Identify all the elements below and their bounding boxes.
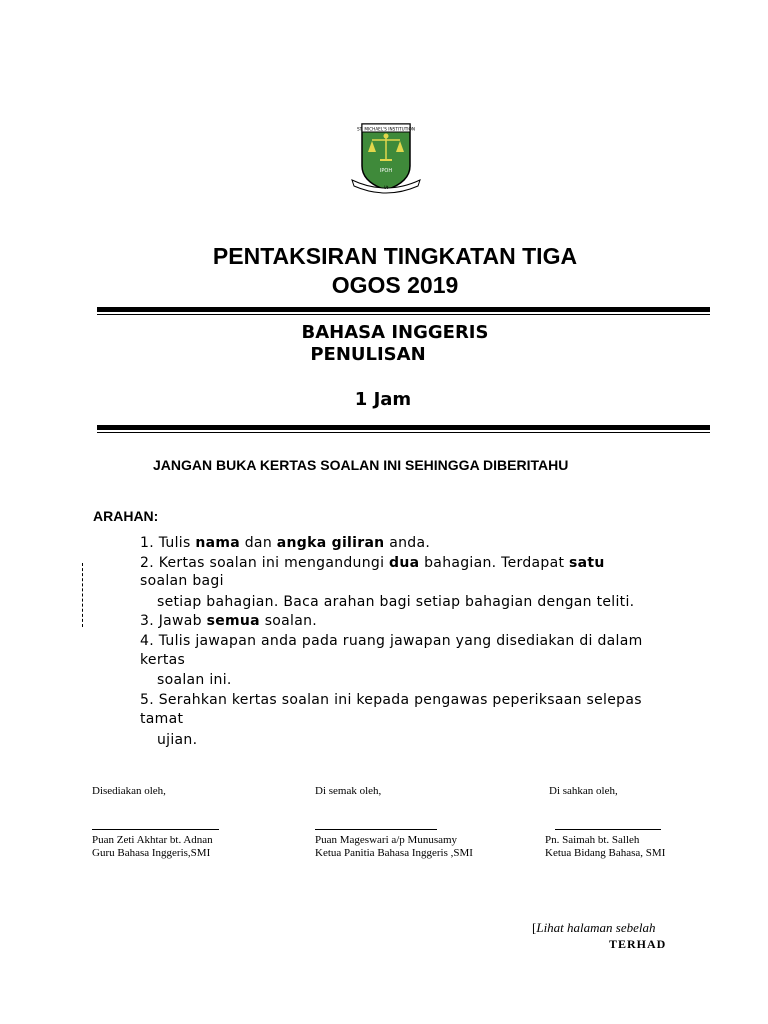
signature-line-prepared — [92, 829, 219, 830]
page-title: PENTAKSIRAN TINGKATAN TIGA — [212, 243, 578, 269]
checked-by-label: Di semak oleh, — [315, 785, 382, 797]
instruction-5: 5. Serahkan kertas soalan ini kepada pengawas peperiksaan selepas — [140, 692, 642, 708]
signature-line-approved — [555, 829, 661, 830]
instruction-5-continued: ujian. — [157, 732, 198, 748]
crest-city: IPOH — [379, 168, 393, 174]
checked-by-name: Puan Mageswari a/p Munusamy — [315, 834, 458, 846]
divider-bottom-thin — [97, 432, 710, 433]
divider-top-thick — [97, 307, 710, 312]
subject-name: BAHASA INGGERIS — [301, 322, 489, 343]
prepared-by-title: Guru Bahasa Inggeris,SMI — [92, 847, 211, 859]
instruction-5-wrap: tamat — [140, 711, 184, 727]
instruction-4-wrap: kertas — [140, 652, 186, 668]
instruction-2-continued: setiap bahagian. Baca arahan bagi setiap bahagian dengan teliti. — [157, 594, 635, 610]
divider-bottom-thick — [97, 425, 710, 430]
prepared-by-name: Puan Zeti Akhtar bt. Adnan — [92, 834, 213, 846]
instruction-1: 1. Tulis nama dan angka giliran anda. — [140, 535, 431, 551]
paper-name: PENULISAN — [310, 344, 426, 365]
instruction-2: 2. Kertas soalan ini mengandungi dua bahagian. Terdapat satu — [140, 555, 605, 571]
signature-line-checked — [315, 829, 437, 830]
approved-by-title: Ketua Bidang Bahasa, SMI — [545, 847, 666, 859]
prepared-by-label: Disediakan oleh, — [92, 785, 166, 797]
next-page-note: [Lihat halaman sebelah — [532, 920, 656, 935]
approved-by-label: Di sahkan oleh, — [549, 785, 618, 797]
margin-dotted-line — [82, 563, 83, 627]
approved-by-name: Pn. Saimah bt. Salleh — [545, 834, 640, 846]
instruction-2-wrap: soalan bagi — [140, 573, 224, 589]
warning-text: JANGAN BUKA KERTAS SOALAN INI SEHINGGA DIBERITAHU — [153, 457, 569, 473]
crest-school-name: ST. MICHAEL'S INSTITUTION — [357, 126, 415, 132]
school-crest-logo — [350, 122, 422, 194]
instruction-4: 4. Tulis jawapan anda pada ruang jawapan yang disediakan di dalam — [140, 633, 643, 649]
instructions-heading: ARAHAN: — [93, 508, 159, 524]
instruction-3: 3. Jawab semua soalan. — [140, 613, 318, 629]
duration: 1 Jam — [354, 389, 412, 410]
divider-top-thin — [97, 314, 710, 315]
checked-by-title: Ketua Panitia Bahasa Inggeris ,SMI — [315, 847, 473, 859]
classification-label: TERHAD — [609, 937, 667, 951]
crest-motto: Ut — [383, 185, 389, 190]
exam-date: OGOS 2019 — [331, 272, 459, 298]
instruction-4-continued: soalan ini. — [157, 672, 232, 688]
